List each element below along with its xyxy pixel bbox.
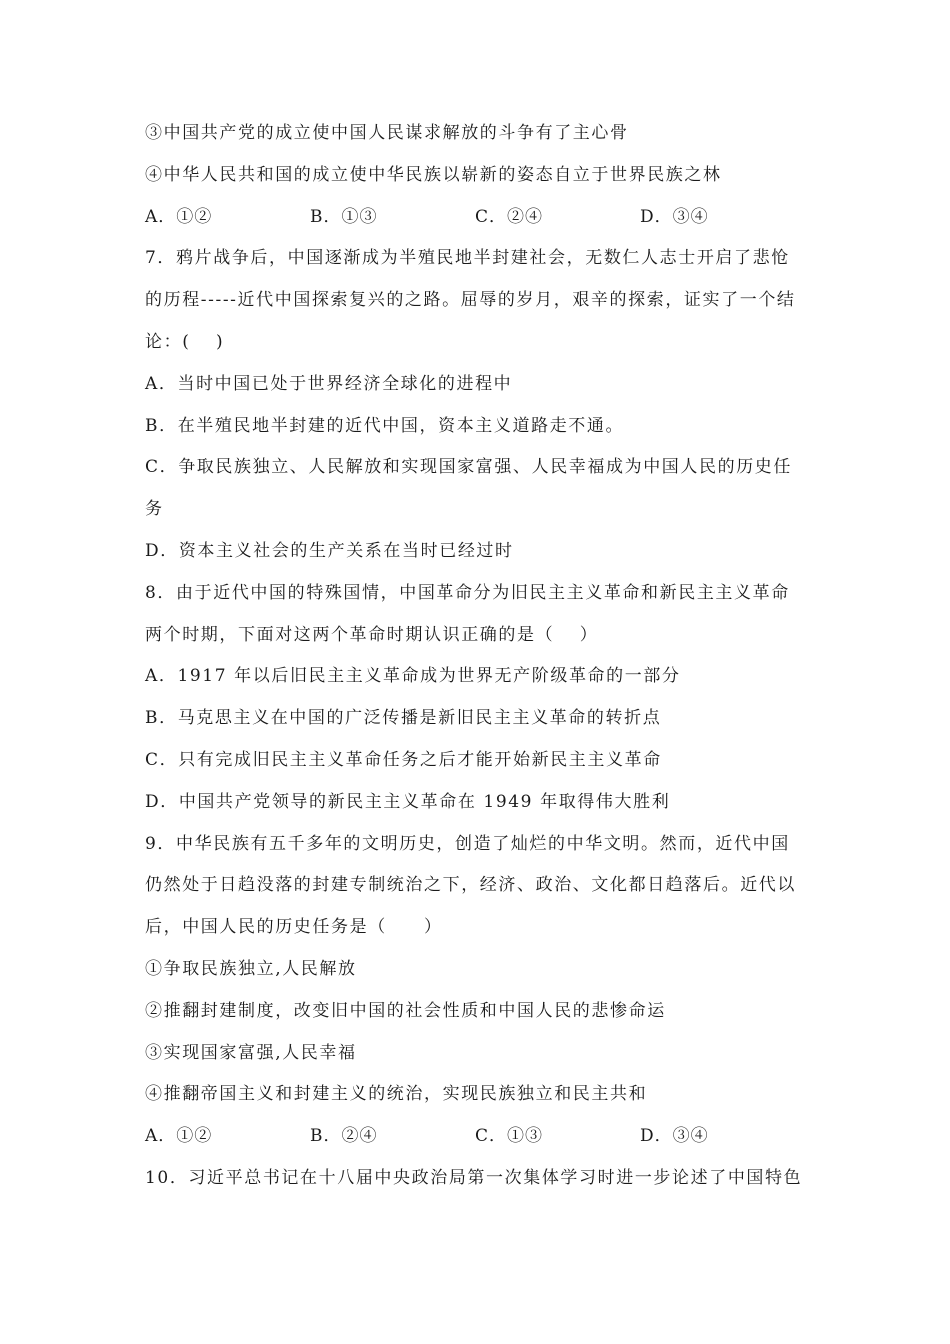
q8-option-c: C．只有完成旧民主主义革命任务之后才能开始新民主主义革命 <box>145 749 662 770</box>
q6-item-3: ③中国共产党的成立使中国人民谋求解放的斗争有了主心骨 <box>145 123 629 143</box>
q7-stem-line-3: 论：( ) <box>145 331 225 352</box>
q7-option-c-line-2: 务 <box>145 499 164 520</box>
q6-option-b: B．①③ <box>310 206 378 227</box>
q9-option-b: B．②④ <box>310 1126 378 1147</box>
q6-options <box>145 197 815 239</box>
q9-option-d: D．③④ <box>640 1126 709 1147</box>
q8-stem-line-1: 8．由于近代中国的特殊国情，中国革命分为旧民主主义革命和新民主主义革命 <box>145 582 790 603</box>
q6-item-4: ④中华人民共和国的成立使中华民族以崭新的姿态自立于世界民族之林 <box>145 164 722 185</box>
q9-stem-line-1: 9．中华民族有五千多年的文明历史，创造了灿烂的中华文明。然而，近代中国 <box>145 833 790 854</box>
q9-item-1: ①争取民族独立,人民解放 <box>145 958 357 979</box>
q9-stem-line-3: 后，中国人民的历史任务是（ ） <box>145 917 443 938</box>
q6-option-a: A．①② <box>145 206 213 227</box>
q7-stem-line-2: 的历程-----近代中国探索复兴的之路。屈辱的岁月，艰辛的探索，证实了一个结 <box>145 290 796 311</box>
q8-option-d: D．中国共产党领导的新民主主义革命在 1949 年取得伟大胜利 <box>145 791 671 812</box>
q7-stem-line-1: 7．鸦片战争后，中国逐渐成为半殖民地半封建社会，无数仁人志士开启了悲怆 <box>145 248 790 269</box>
q9-option-c: C．①③ <box>475 1126 544 1147</box>
q9-item-4: ④推翻帝国主义和封建主义的统治，实现民族独立和民主共和 <box>145 1084 648 1105</box>
q7-option-b: B．在半殖民地半封建的近代中国，资本主义道路走不通。 <box>145 415 625 436</box>
q6-option-d: D．③④ <box>640 206 709 227</box>
q9-options <box>145 1116 815 1158</box>
q9-option-a: A．①② <box>145 1126 213 1147</box>
q6-option-c: C．②④ <box>475 206 544 227</box>
q8-option-b: B．马克思主义在中国的广泛传播是新旧民主主义革命的转折点 <box>145 708 662 729</box>
q9-item-2: ②推翻封建制度，改变旧中国的社会性质和中国人民的悲惨命运 <box>145 1000 666 1021</box>
q7-option-a: A．当时中国已处于世界经济全球化的进程中 <box>145 373 513 394</box>
q10-stem-line-1: 10．习近平总书记在十八届中央政治局第一次集体学习时进一步论述了中国特色 <box>145 1167 803 1188</box>
q8-stem-line-2: 两个时期，下面对这两个革命时期认识正确的是（ ） <box>145 624 599 645</box>
q9-stem-line-2: 仍然处于日趋没落的封建专制统治之下，经济、政治、文化都日趋落后。近代以 <box>145 875 796 896</box>
q7-option-c-line-1: C．争取民族独立、人民解放和实现国家富强、人民幸福成为中国人民的历史任 <box>145 457 793 478</box>
q8-option-a: A．1917 年以后旧民主主义革命成为世界无产阶级革命的一部分 <box>145 666 681 687</box>
q9-item-3: ③实现国家富强,人民幸福 <box>145 1042 357 1063</box>
document-page <box>145 113 815 1200</box>
q7-option-d: D．资本主义社会的生产关系在当时已经过时 <box>145 540 514 561</box>
